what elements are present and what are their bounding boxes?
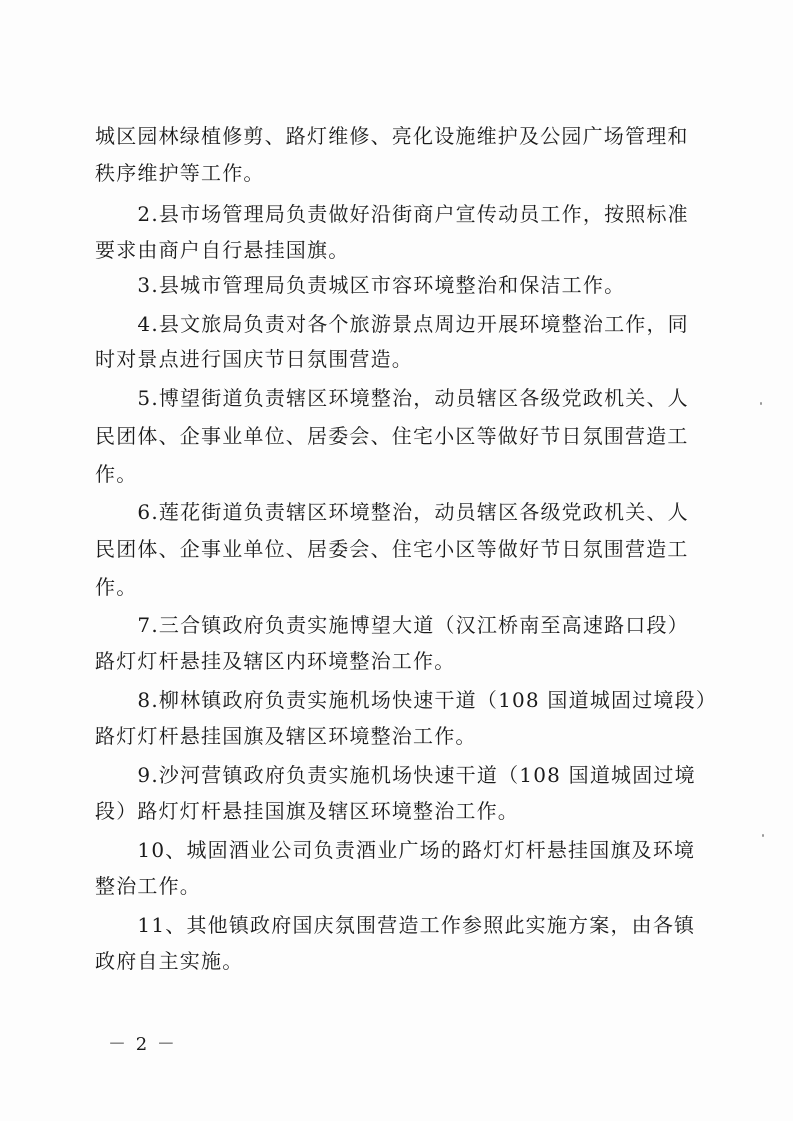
text-line: 3.县城市管理局负责城区市容环境整治和保洁工作。	[95, 273, 626, 297]
text-line: 4.县文旅局负责对各个旅游景点周边开展环境整治工作，同	[95, 312, 689, 336]
text-line: 城区园林绿植修剪、路灯维修、亮化设施维护及公园广场管理和	[95, 124, 689, 148]
text-line: 2.县市场管理局负责做好沿街商户宣传动员工作，按照标准	[95, 202, 689, 226]
text-line: 路灯灯杆悬挂及辖区内环境整治工作。	[95, 649, 456, 673]
text-line: 政府自主实施。	[95, 949, 244, 973]
scan-speck	[760, 402, 762, 405]
text-line: 民团体、企事业单位、居委会、住宅小区等做好节日氛围营造工	[95, 424, 689, 448]
page-number: － 2 －	[108, 1034, 177, 1055]
text-line: 7.三合镇政府负责实施博望大道（汉江桥南至高速路口段）	[95, 613, 689, 637]
text-line: 秩序维护等工作。	[95, 161, 265, 185]
text-line: 8.柳林镇政府负责实施机场快速干道（108 国道城固过境段）	[95, 688, 718, 712]
text-line: 作。	[95, 462, 138, 486]
text-line: 作。	[95, 575, 138, 599]
text-line: 5.博望街道负责辖区环境整治，动员辖区各级党政机关、人	[95, 386, 689, 410]
text-line: 段）路灯灯杆悬挂国旗及辖区环境整治工作。	[95, 799, 519, 823]
text-line: 11、其他镇政府国庆氛围营造工作参照此实施方案，由各镇	[95, 913, 696, 937]
text-line: 路灯灯杆悬挂国旗及辖区环境整治工作。	[95, 724, 477, 748]
text-line: 10、城固酒业公司负责酒业广场的路灯灯杆悬挂国旗及环境	[95, 838, 696, 862]
text-line: 时对景点进行国庆节日氛围营造。	[95, 347, 413, 371]
text-line: 要求由商户自行悬挂国旗。	[95, 238, 350, 262]
text-line: 民团体、企事业单位、居委会、住宅小区等做好节日氛围营造工	[95, 537, 689, 561]
text-line: 9.沙河营镇政府负责实施机场快速干道（108 国道城固过境	[95, 763, 696, 787]
text-line: 整治工作。	[95, 874, 201, 898]
text-line: 6.莲花街道负责辖区环境整治，动员辖区各级党政机关、人	[95, 500, 689, 524]
scan-speck	[762, 834, 764, 837]
